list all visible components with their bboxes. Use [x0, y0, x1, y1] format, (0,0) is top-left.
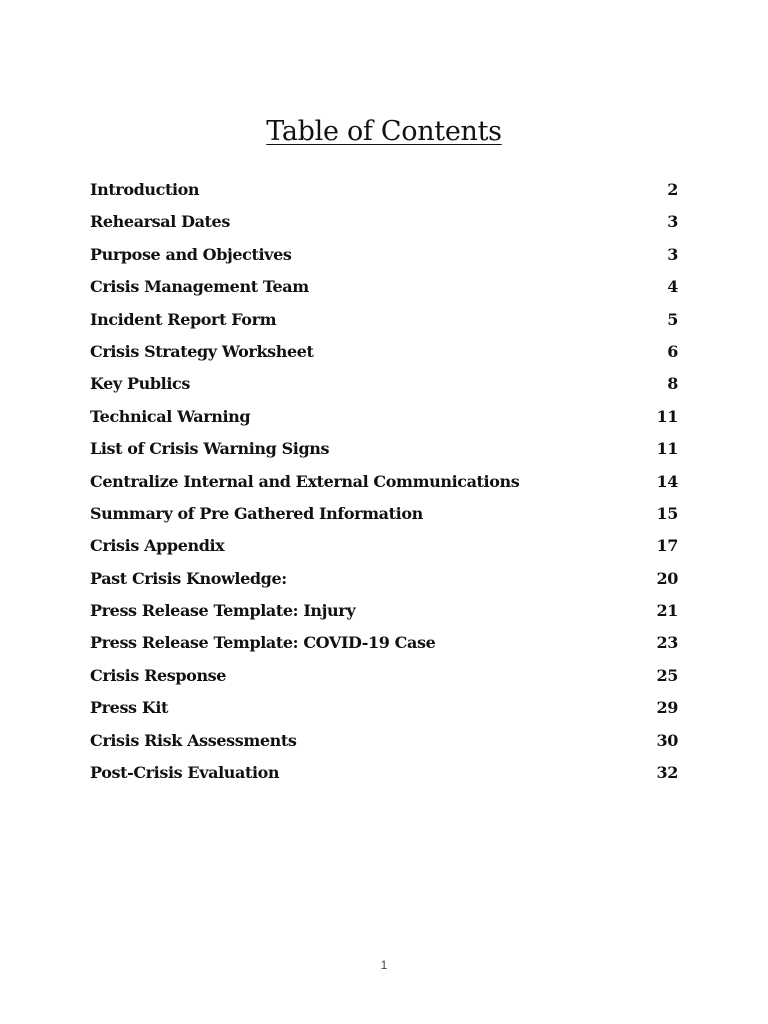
toc-entry-label: Press Kit — [90, 698, 169, 718]
toc-entry-label: Crisis Management Team — [90, 277, 309, 297]
toc-entry-page: 25 — [656, 665, 678, 685]
toc-entry[interactable] — [90, 180, 678, 212]
toc-entry-page: 11 — [656, 406, 678, 426]
toc-entry-page: 21 — [656, 601, 678, 621]
toc-entry-page: 3 — [667, 244, 678, 264]
toc-entry-page: 8 — [667, 374, 678, 394]
toc-entry-page: 29 — [656, 698, 678, 718]
toc-entry-label: Key Publics — [90, 374, 190, 394]
toc-entry[interactable] — [90, 407, 678, 439]
toc-entry-label: Purpose and Objectives — [90, 244, 292, 264]
toc-entry-page: 3 — [667, 212, 678, 232]
toc-entry[interactable] — [90, 374, 678, 406]
toc-entry-label: Past Crisis Knowledge: — [90, 568, 287, 588]
toc-entry-page: 15 — [656, 503, 678, 523]
toc-entry[interactable] — [90, 439, 678, 471]
toc-entry-page: 4 — [667, 277, 678, 297]
toc-entry[interactable] — [90, 633, 678, 665]
toc-entry-label: Summary of Pre Gathered Information — [90, 503, 423, 523]
toc-entry-page: 30 — [656, 730, 678, 750]
toc-entry-page: 14 — [656, 471, 678, 491]
toc-entry[interactable] — [90, 698, 678, 730]
toc-entry[interactable] — [90, 666, 678, 698]
toc-entry[interactable] — [90, 472, 678, 504]
toc-entry-label: Crisis Response — [90, 665, 227, 685]
toc-entry-label: Crisis Risk Assessments — [90, 730, 297, 750]
toc-entry[interactable] — [90, 569, 678, 601]
page-number: 1 — [380, 958, 388, 972]
toc-entry-label: Rehearsal Dates — [90, 212, 230, 232]
toc-entry[interactable] — [90, 245, 678, 277]
toc-entry[interactable] — [90, 277, 678, 309]
toc-entry[interactable] — [90, 763, 678, 795]
toc-entry-label: Technical Warning — [90, 406, 251, 426]
toc-entry-label: Crisis Appendix — [90, 536, 225, 556]
toc-entry-page: 6 — [667, 341, 678, 361]
toc-entry-label: Post-Crisis Evaluation — [90, 763, 280, 783]
toc-entry-page: 2 — [667, 180, 678, 199]
toc-entry-page: 5 — [667, 309, 678, 329]
toc-entry-page: 11 — [656, 439, 678, 459]
toc-entry-page: 20 — [656, 568, 678, 588]
toc-entry-label: Press Release Template: COVID-19 Case — [90, 633, 436, 653]
toc-entry[interactable] — [90, 504, 678, 536]
toc-entry-label: Incident Report Form — [90, 309, 277, 329]
toc-entry-label: Centralize Internal and External Communications — [90, 471, 520, 491]
toc-entry-page: 32 — [656, 763, 678, 783]
toc-entry[interactable] — [90, 342, 678, 374]
toc-entry-label: Crisis Strategy Worksheet — [90, 341, 314, 361]
toc-entry-page: 23 — [656, 633, 678, 653]
page-title: Table of Contents — [266, 116, 502, 147]
toc-entry-page: 17 — [656, 536, 678, 556]
toc-entry[interactable] — [90, 731, 678, 763]
toc-entry[interactable] — [90, 212, 678, 244]
toc-entry[interactable] — [90, 536, 678, 568]
toc-entry[interactable] — [90, 601, 678, 633]
toc-entry[interactable] — [90, 310, 678, 342]
toc-entry-label: Introduction — [90, 180, 200, 199]
table-of-contents — [90, 180, 678, 795]
toc-entry-label: Press Release Template: Injury — [90, 601, 356, 621]
toc-entry-label: List of Crisis Warning Signs — [90, 439, 330, 459]
